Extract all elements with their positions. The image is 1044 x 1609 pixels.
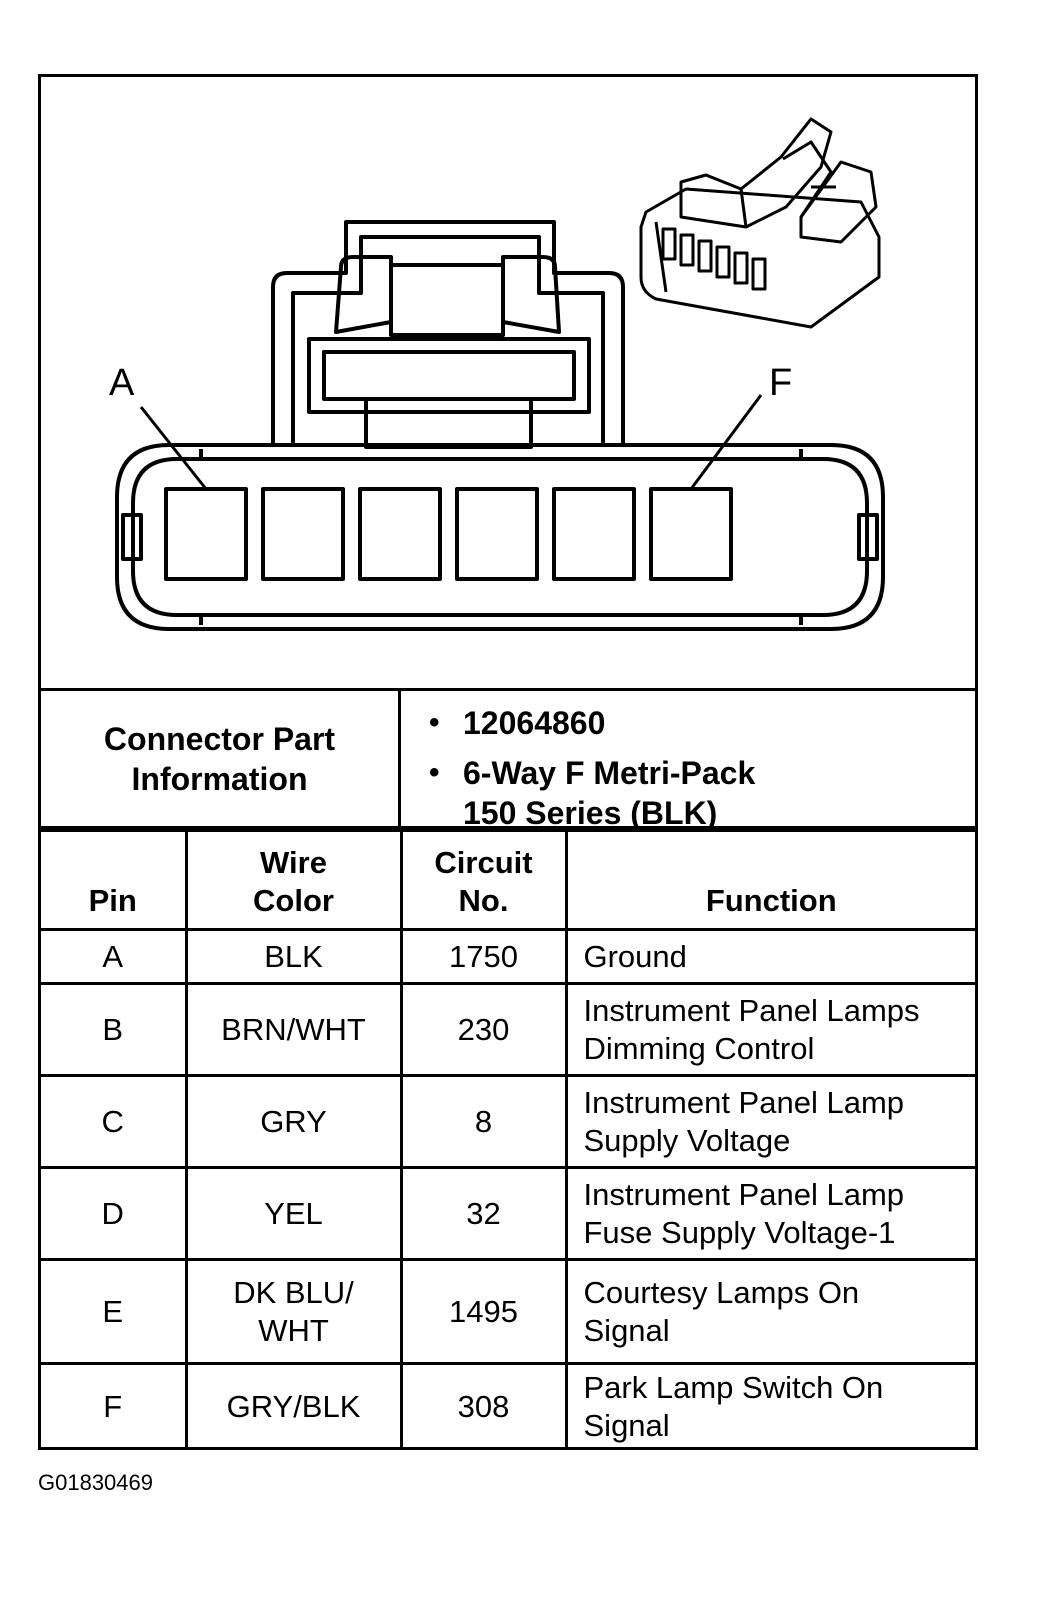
bullet-icon: • xyxy=(429,756,440,789)
table-row xyxy=(41,1260,975,1364)
circuit-cell: 8 xyxy=(401,1076,566,1168)
connector-latch xyxy=(273,222,623,447)
info-label-line2: Information xyxy=(131,760,308,797)
connector-diagram xyxy=(41,77,975,688)
table-row xyxy=(41,1168,975,1260)
terminal-cavity xyxy=(360,489,440,579)
bullet-icon: • xyxy=(429,706,440,739)
pinout-header-row xyxy=(41,831,975,930)
table-row xyxy=(41,1364,975,1450)
part-description xyxy=(429,753,975,833)
terminal-cavity xyxy=(263,489,343,579)
table-row xyxy=(41,1076,975,1168)
info-label-line1: Connector Part xyxy=(103,720,336,757)
part-description-line1: 6-Way F Metri-Pack xyxy=(463,755,756,791)
wire-color-cell: BLK xyxy=(186,930,401,984)
pin-cell: E xyxy=(41,1260,186,1364)
header-function: Function xyxy=(566,831,975,930)
circuit-cell: 32 xyxy=(401,1168,566,1260)
connector-frame xyxy=(38,74,978,1450)
function-cell: Instrument Panel Lamps Dimming Control xyxy=(566,984,975,1076)
circuit-cell: 230 xyxy=(401,984,566,1076)
function-cell: Ground xyxy=(566,930,975,984)
connector-body xyxy=(117,445,883,629)
header-circuit-no: Circuit No. xyxy=(401,831,566,930)
pin-cell: A xyxy=(41,930,186,984)
wire-color-cell: BRN/WHT xyxy=(186,984,401,1076)
part-number xyxy=(429,703,975,743)
pin-cell: B xyxy=(41,984,186,1076)
function-cell: Park Lamp Switch On Signal xyxy=(566,1364,975,1450)
pin-cell: C xyxy=(41,1076,186,1168)
pin-f-leader xyxy=(691,395,761,489)
connector-part-info xyxy=(41,688,975,829)
wire-color-cell: GRY/BLK xyxy=(186,1364,401,1450)
table-row xyxy=(41,984,975,1076)
connector-part-info-list xyxy=(401,691,975,831)
pin-a-label: A xyxy=(109,362,135,404)
circuit-cell: 308 xyxy=(401,1364,566,1450)
pin-cell: D xyxy=(41,1168,186,1260)
terminal-cavity xyxy=(457,489,537,579)
pin-f-label: F xyxy=(769,362,793,404)
table-row xyxy=(41,930,975,984)
header-wire-color: Wire Color xyxy=(186,831,401,930)
terminal-cavity xyxy=(166,489,246,579)
function-cell: Instrument Panel Lamp Supply Voltage xyxy=(566,1076,975,1168)
wire-color-cell: DK BLU/ WHT xyxy=(186,1260,401,1364)
connector-3d-view xyxy=(641,119,879,327)
part-description-line2: 150 Series (BLK) xyxy=(463,795,718,831)
header-pin: Pin xyxy=(41,831,186,930)
circuit-cell: 1495 xyxy=(401,1260,566,1364)
wire-color-cell: GRY xyxy=(186,1076,401,1168)
function-cell: Instrument Panel Lamp Fuse Supply Voltage-1 xyxy=(566,1168,975,1260)
figure-id: G01830469 xyxy=(38,1470,153,1495)
terminal-cavity xyxy=(651,489,731,579)
connector-part-info-label xyxy=(41,691,401,826)
pinout-table xyxy=(41,829,975,1450)
function-cell: Courtesy Lamps On Signal xyxy=(566,1260,975,1364)
part-number-text: 12064860 xyxy=(463,705,606,741)
circuit-cell: 1750 xyxy=(401,930,566,984)
terminal-cavity xyxy=(554,489,634,579)
pin-cell: F xyxy=(41,1364,186,1450)
wire-color-cell: YEL xyxy=(186,1168,401,1260)
